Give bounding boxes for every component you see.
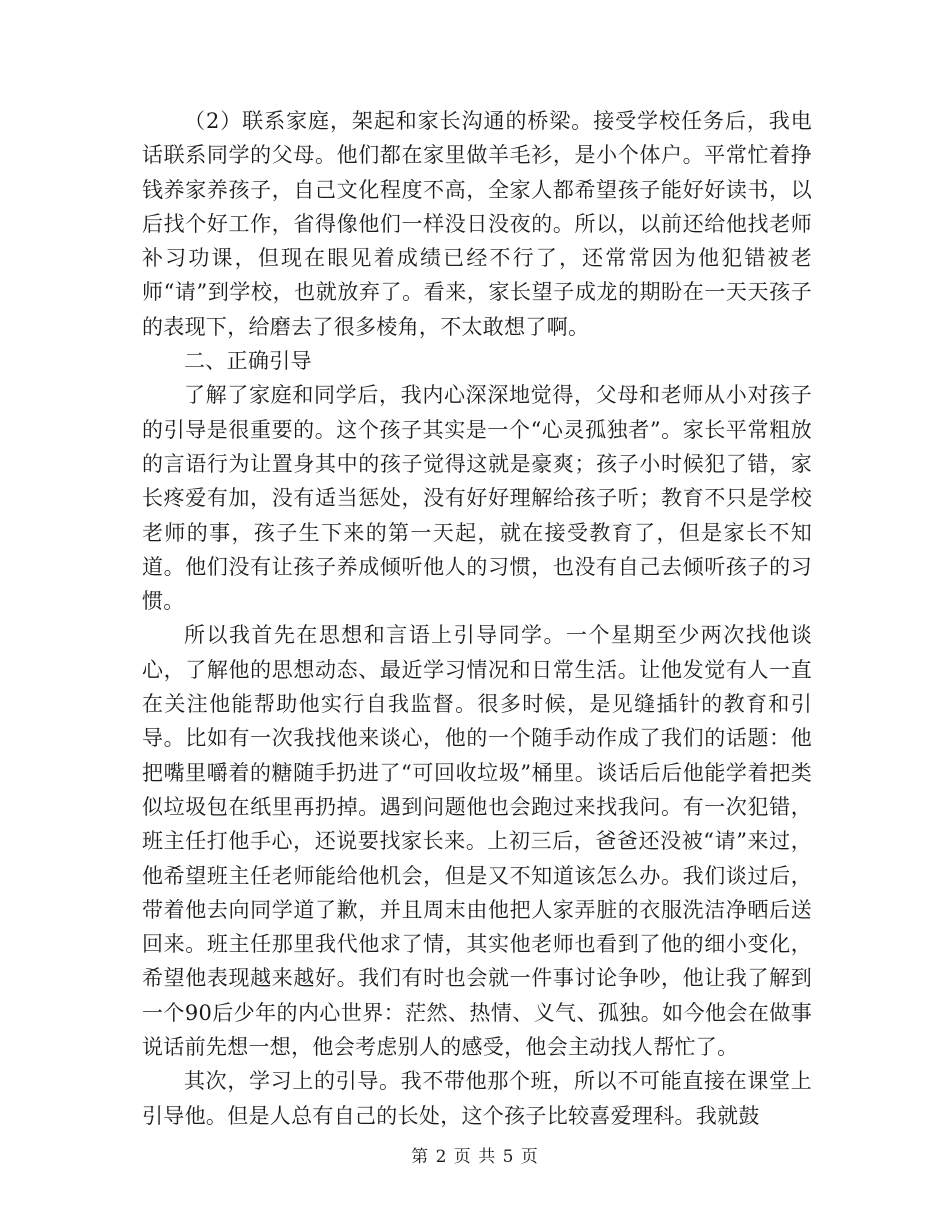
paragraph-understanding: 了解了家庭和同学后，我内心深深地觉得，父母和老师从小对孩子的引导是很重要的。这个孩子其实是一个“心灵孤独者”。家长平常粗放的言语行为让置身其中的孩子觉得这就是豪爽；孩子小时候犯了错，家长疼爱有加，没有适当惩处，没有好好理解给孩子听；教育不只是学校老师的事，孩子生下来的第一天起，就在接受教育了，但是家长不知道。他们没有让孩子养成倾听他人的习惯，也没有自己去倾听孩子的习惯。 [142,383,812,614]
paragraph-thought-guidance: 所以我首先在思想和言语上引导同学。一个星期至少两次找他谈心，了解他的思想动态、最近学习情况和日常生活。让他发觉有人一直在关注他能帮助他实行自我监督。很多时候，是见缝插针的教育和引导。比如有一次我找他来谈心，他的一个随手动作成了我们的话题：他把嘴里嚼着的糖随手扔进了“可回收垃圾”桶里。谈话后后他能学着把类似垃圾包在纸里再扔掉。遇到问题他也会跑过来找我问。有一次犯错，班主任打他手心，还说要找家长来。上初三后，爸爸还没被“请”来过，他希望班主任老师能给他机会，但是又不知道该怎么办。我们谈过后，带着他去向同学道了歉，并且周末由他把人家弄脏的衣服洗洁净晒后送回来。班主任那里我代他求了情，其实他老师也看到了他的细小变化，希望他表现越来越好。我们有时也会就一件事讨论争吵，他让我了解到一个90后少年的内心世界：茫然、热情、义气、孤独。如今他会在做事说话前先想一想，他会考虑别人的感受，他会主动找人帮忙了。 [142,623,812,1060]
section-heading-correct-guidance: 二、正确引导 [184,349,312,374]
paragraph-family-contact: （2）联系家庭，架起和家长沟通的桥梁。接受学校任务后，我电话联系同学的父母。他们都在家里做羊毛衫，是小个体户。平常忙着挣钱养家养孩子，自己文化程度不高，全家人都希望孩子能好好读书，以后找个好工作，省得像他们一样没日没夜的。所以，以前还给他找老师补习功课，但现在眼见着成绩已经不行了，还常常因为他犯错被老师“请”到学校，也就放弃了。看来，家长望子成龙的期盼在一天天孩子的表现下，给磨去了很多棱角，不太敢想了啊。 [142,109,812,339]
document-body [142,104,812,1133]
page-number-footer: 第 2 页 共 5 页 [411,1147,539,1167]
paragraph-study-guidance: 其次，学习上的引导。我不带他那个班，所以不可能直接在课堂上引导他。但是人总有自己的长处，这个孩子比较喜爱理科。我就鼓 [142,1069,812,1128]
